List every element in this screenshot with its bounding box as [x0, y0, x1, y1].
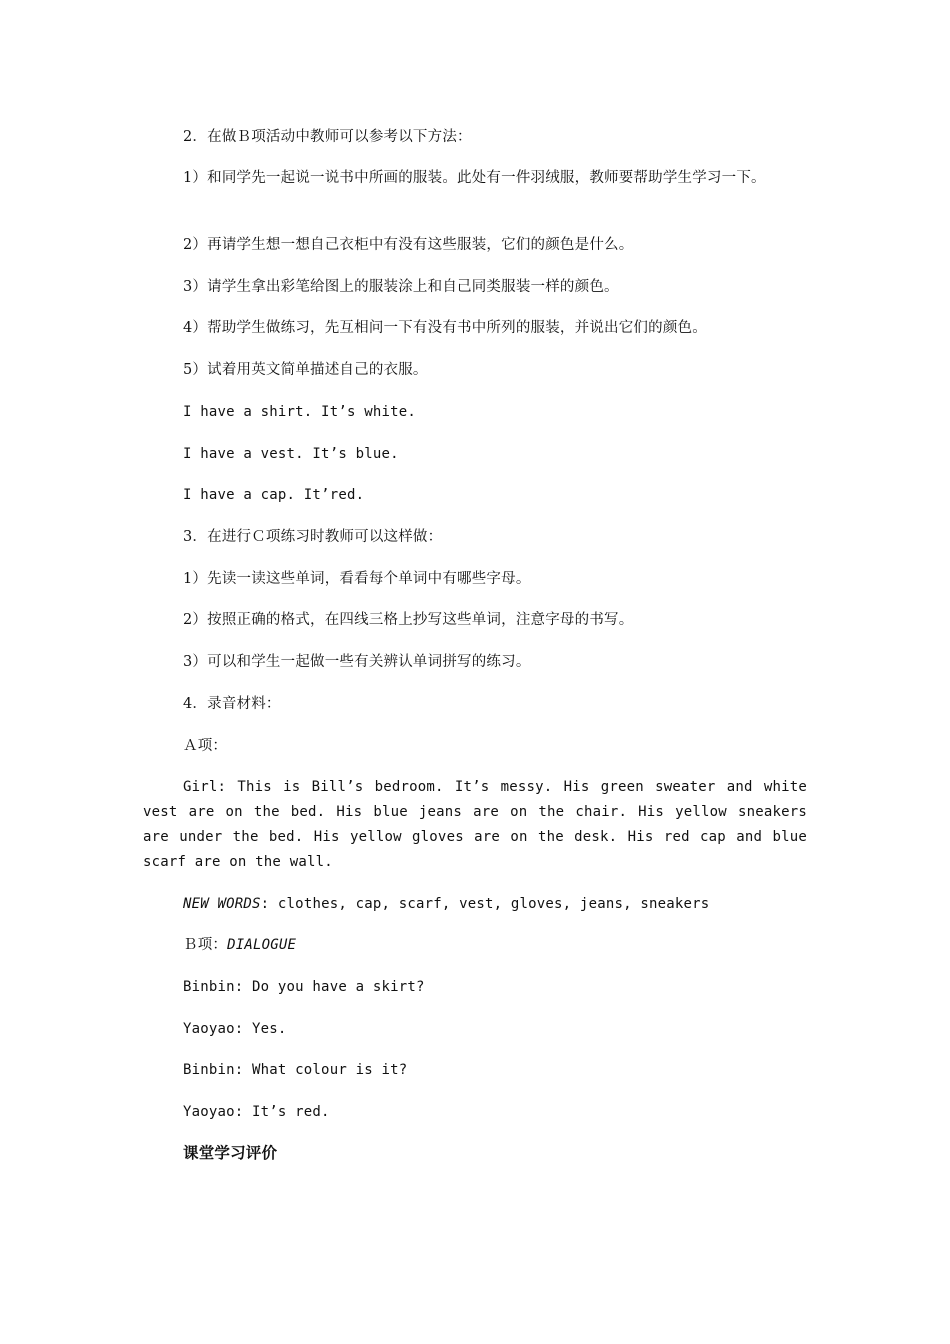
- example-sentence-2: I have a vest. It’s blue.: [183, 446, 399, 462]
- classroom-evaluation-heading: 课堂学习评价: [183, 1144, 278, 1162]
- example-sentence-3: I have a cap. It’red.: [183, 487, 365, 503]
- b-label-line: [183, 935, 296, 955]
- step-4-line: 4）帮助学生做练习，先互相问一下有没有书中所列的服装，并说出它们的颜色。: [183, 320, 707, 336]
- step-5-line: 5）试着用英文简单描述自己的衣服。: [183, 362, 428, 378]
- section-4-heading: 4．录音材料：: [183, 696, 281, 712]
- new-words-list: : clothes, cap, scarf, vest, gloves, jeans, sneakers: [260, 896, 710, 912]
- dialogue-line-3: Binbin: What colour is it?: [183, 1062, 408, 1078]
- new-words-line: [183, 894, 709, 914]
- b-label: Ｂ项：: [183, 937, 228, 953]
- section-2-heading: 2．在做Ｂ项活动中教师可以参考以下方法：: [183, 129, 472, 145]
- dialogue-line-4: Yaoyao: It’s red.: [183, 1104, 330, 1120]
- dialogue-line-2: Yaoyao: Yes.: [183, 1021, 287, 1037]
- dialogue-label: DIALOGUE: [227, 937, 297, 953]
- section-3-heading: 3．在进行Ｃ项练习时教师可以这样做：: [183, 529, 443, 545]
- example-sentence-1: I have a shirt. It’s white.: [183, 404, 416, 420]
- a-label: Ａ项：: [183, 738, 228, 754]
- c-step-3-line: 3）可以和学生一起做一些有关辨认单词拼写的练习。: [183, 654, 531, 670]
- c-step-1-line: 1）先读一读这些单词，看看每个单词中有哪些字母。: [183, 571, 531, 587]
- dialogue-line-1: Binbin: Do you have a skirt?: [183, 979, 425, 995]
- new-words-label: NEW WORDS: [183, 896, 261, 912]
- step-1-paragraph: 1）和同学先一起说一说书中所画的服装。此处有一件羽绒服，教师要帮助学生学习一下。: [183, 170, 766, 186]
- step-2-line: 2）再请学生想一想自己衣柜中有没有这些服装，它们的颜色是什么。: [183, 237, 634, 253]
- girl-transcript: Girl: This is Bill’s bedroom. It’s messy. His green sweater and white vest are on the bed. His blue jeans are on the chair. His yellow sneakers are under the bed. His yellow gloves are on the desk. His red cap and blue scarf are on the wall.: [143, 779, 807, 870]
- step-3-line: 3）请学生拿出彩笔给图上的服装涂上和自己同类服装一样的颜色。: [183, 279, 619, 295]
- c-step-2-line: 2）按照正确的格式，在四线三格上抄写这些单词，注意字母的书写。: [183, 612, 634, 628]
